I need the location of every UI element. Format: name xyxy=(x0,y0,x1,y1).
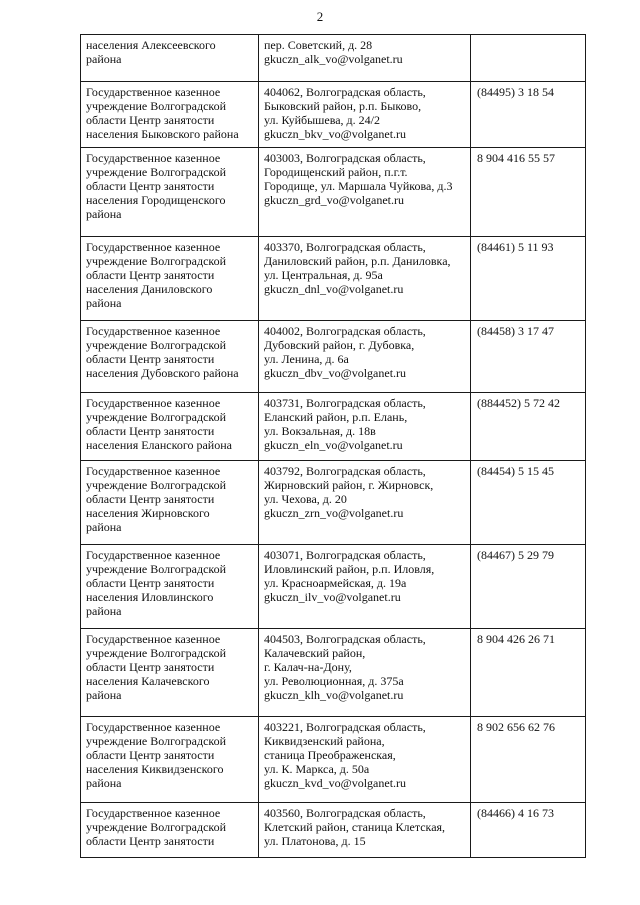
phone-cell: 8 902 656 62 76 xyxy=(471,717,586,803)
table-row xyxy=(81,803,586,858)
phone-cell: (884452) 5 72 42 xyxy=(471,393,586,461)
table-row xyxy=(81,35,586,82)
organization-cell: Государственное казенное учреждение Волгоградской области Центр занятости населения Быковского района xyxy=(81,82,259,148)
address-cell: 403792, Волгоградская область, Жирновский район, г. Жирновск, ул. Чехова, д. 20 gkuczn_zrn_vo@volganet.ru xyxy=(259,461,471,545)
table-row xyxy=(81,393,586,461)
address-cell: 403731, Волгоградская область, Еланский район, р.п. Елань, ул. Вокзальная, д. 18в gkuczn_eln_vo@volganet.ru xyxy=(259,393,471,461)
organization-cell: Государственное казенное учреждение Волгоградской области Центр занятости населения Калачевского района xyxy=(81,629,259,717)
phone-cell: 8 904 426 26 71 xyxy=(471,629,586,717)
organization-cell: Государственное казенное учреждение Волгоградской области Центр занятости xyxy=(81,803,259,858)
table-row xyxy=(81,82,586,148)
page-number: 2 xyxy=(316,9,324,24)
phone-cell xyxy=(471,35,586,82)
phone-cell: (84467) 5 29 79 xyxy=(471,545,586,629)
address-cell: 403003, Волгоградская область, Городищенский район, п.г.т. Городище, ул. Маршала Чуйкова, д.3 gkuczn_grd_vo@volganet.ru xyxy=(259,148,471,237)
address-cell: 404503, Волгоградская область, Калачевский район, г. Калач-на-Дону, ул. Революционная, д. 375а gkuczn_klh_vo@volganet.ru xyxy=(259,629,471,717)
table-row xyxy=(81,629,586,717)
address-cell: 404062, Волгоградская область, Быковский район, р.п. Быково, ул. Куйбышева, д. 24/2 gkuczn_bkv_vo@volganet.ru xyxy=(259,82,471,148)
table-row xyxy=(81,148,586,237)
phone-cell: (84454) 5 15 45 xyxy=(471,461,586,545)
organization-cell: Государственное казенное учреждение Волгоградской области Центр занятости населения Дубовского района xyxy=(81,321,259,393)
table-row xyxy=(81,717,586,803)
organization-cell: Государственное казенное учреждение Волгоградской области Центр занятости населения Киквидзенского района xyxy=(81,717,259,803)
phone-cell: (84458) 3 17 47 xyxy=(471,321,586,393)
phone-cell: (84461) 5 11 93 xyxy=(471,237,586,321)
table-row xyxy=(81,545,586,629)
address-cell: 404002, Волгоградская область, Дубовский район, г. Дубовка, ул. Ленина, д. 6а gkuczn_dbv_vo@volganet.ru xyxy=(259,321,471,393)
organization-cell: Государственное казенное учреждение Волгоградской области Центр занятости населения Еланского района xyxy=(81,393,259,461)
phone-cell: (84495) 3 18 54 xyxy=(471,82,586,148)
phone-cell: (84466) 4 16 73 xyxy=(471,803,586,858)
organization-cell: Государственное казенное учреждение Волгоградской области Центр занятости населения Жирновского района xyxy=(81,461,259,545)
address-cell: 403221, Волгоградская область, Киквидзенский района, станица Преображенская, ул. К. Маркса, д. 50а gkuczn_kvd_vo@volganet.ru xyxy=(259,717,471,803)
address-cell: 403560, Волгоградская область, Клетский район, станица Клетская, ул. Платонова, д. 15 xyxy=(259,803,471,858)
phone-cell: 8 904 416 55 57 xyxy=(471,148,586,237)
address-cell: 403071, Волгоградская область, Иловлинский район, р.п. Иловля, ул. Красноармейская, д. 19а gkuczn_ilv_vo@volganet.ru xyxy=(259,545,471,629)
address-cell: 403370, Волгоградская область, Даниловский район, р.п. Даниловка, ул. Центральная, д. 95а gkuczn_dnl_vo@volganet.ru xyxy=(259,237,471,321)
table-row xyxy=(81,237,586,321)
organization-cell: Государственное казенное учреждение Волгоградской области Центр занятости населения Иловлинского района xyxy=(81,545,259,629)
table-row xyxy=(81,461,586,545)
organization-cell: Государственное казенное учреждение Волгоградской области Центр занятости населения Городищенского района xyxy=(81,148,259,237)
organization-cell: Государственное казенное учреждение Волгоградской области Центр занятости населения Даниловского района xyxy=(81,237,259,321)
employment-centers-table xyxy=(80,34,586,858)
address-cell: пер. Советский, д. 28 gkuczn_alk_vo@volganet.ru xyxy=(259,35,471,82)
organization-cell: населения Алексеевского района xyxy=(81,35,259,82)
table-row xyxy=(81,321,586,393)
